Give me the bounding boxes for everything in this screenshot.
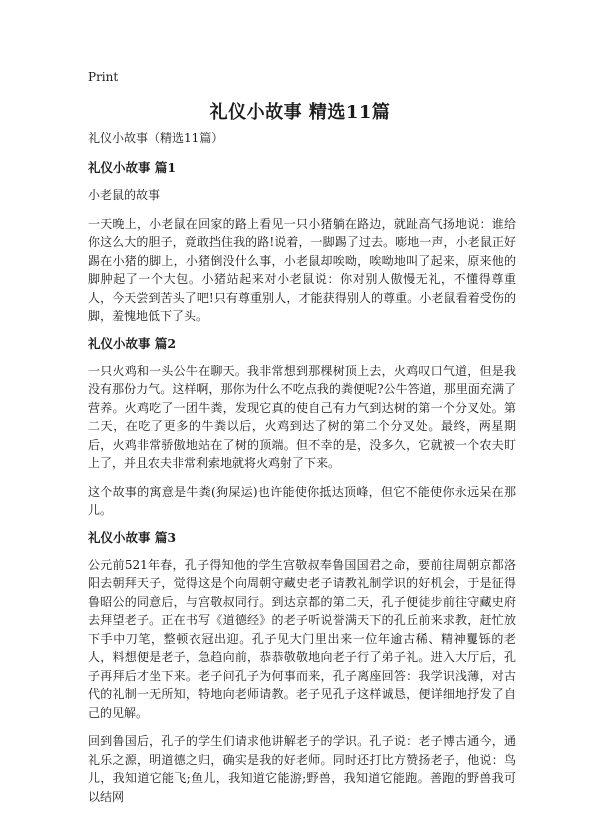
section-heading: 礼仪小故事 篇1: [88, 160, 177, 175]
section-3: [88, 530, 516, 807]
section-heading: 礼仪小故事 篇2: [88, 335, 177, 351]
document-body: [88, 130, 516, 816]
print-label[interactable]: Print: [88, 70, 119, 84]
story-title: 小老鼠的故事: [88, 188, 161, 202]
paragraph: 一天晚上，小老鼠在回家的路上看见一只小猪躺在路边，就趾高气扬地说：谁给你这么大的胆子，竟敢挡住我的路!说着，一脚踢了过去。嘭地一声，小老鼠正好踢在小猪的脚上，小猪倒没什么事，小老鼠却唉呦，唉呦地叫了起来，原来他的脚肿起了一个大包。小猪站起来对小老鼠说：你对别人傲慢无礼，不懂得尊重人，今天尝到苦头了吧!只有尊重别人，才能获得别人的尊重。小老鼠看着受伤的脚，羞愧地低下了头。: [88, 216, 516, 323]
section-2: [88, 336, 516, 520]
paragraph: 回到鲁国后，孔子的学生们请求他讲解老子的学识。孔子说：老子博古通今，通礼乐之源，明道德之归，确实是我的好老师。同时还打比方赞扬老子，他说：鸟儿，我知道它能飞;鱼儿，我知道它能游;野兽，我知道它能跑。善跑的野兽我可以结网: [88, 734, 516, 804]
paragraph: 一只火鸡和一头公牛在聊天。我非常想到那棵树顶上去，火鸡叹口气道，但是我没有那份力气。这样啊，那你为什么不吃点我的粪便呢?公牛答道，那里面充满了营养。火鸡吃了一团牛粪，发现它真的使自己有力气到达树的第一个分叉处。第二天，在吃了更多的牛粪以后，火鸡到达了树的第二个分叉处。最终，两星期后，火鸡非常骄傲地站在了树的顶端。但不幸的是，没多久，它就被一个农夫盯上了，并且农夫非常利索地就将火鸡射了下来。: [88, 363, 516, 470]
section-heading: 礼仪小故事 篇3: [88, 529, 177, 545]
paragraph: 公元前521年春，孔子得知他的学生宫敬叔奉鲁国国君之命，要前往周朝京都洛阳去朝拜天子，觉得这是个向周朝守藏史老子请教礼制学识的好机会，于是征得鲁昭公的同意后，与宫敬叔同行。到达京都的第二天，孔子便徒步前往守藏史府去拜望老子。正在书写《道德经》的老子听说誉满天下的孔丘前来求教，赶忙放下手中刀笔，整顿衣冠出迎。孔子见大门里出来一位年逾古稀、精神矍铄的老人，料想便是老子，急趋向前，恭恭敬敬地向老子行了弟子礼。进入大厅后，孔子再拜后才坐下来。老子问孔子为何事而来，孔子离座回答：我学识浅薄，对古代的礼制一无所知，特地向老师请教。老子见孔子这样诚恳，便详细地抒发了自己的见解。: [88, 557, 516, 720]
paragraph: 这个故事的寓意是牛粪(狗屎运)也许能使你抵达顶峰，但它不能使你永远呆在那儿。: [88, 484, 516, 517]
page-title: 礼仪小故事 精选11篇: [209, 102, 391, 123]
document-subtitle: 礼仪小故事（精选11篇）: [88, 131, 224, 145]
section-1: [88, 160, 516, 326]
